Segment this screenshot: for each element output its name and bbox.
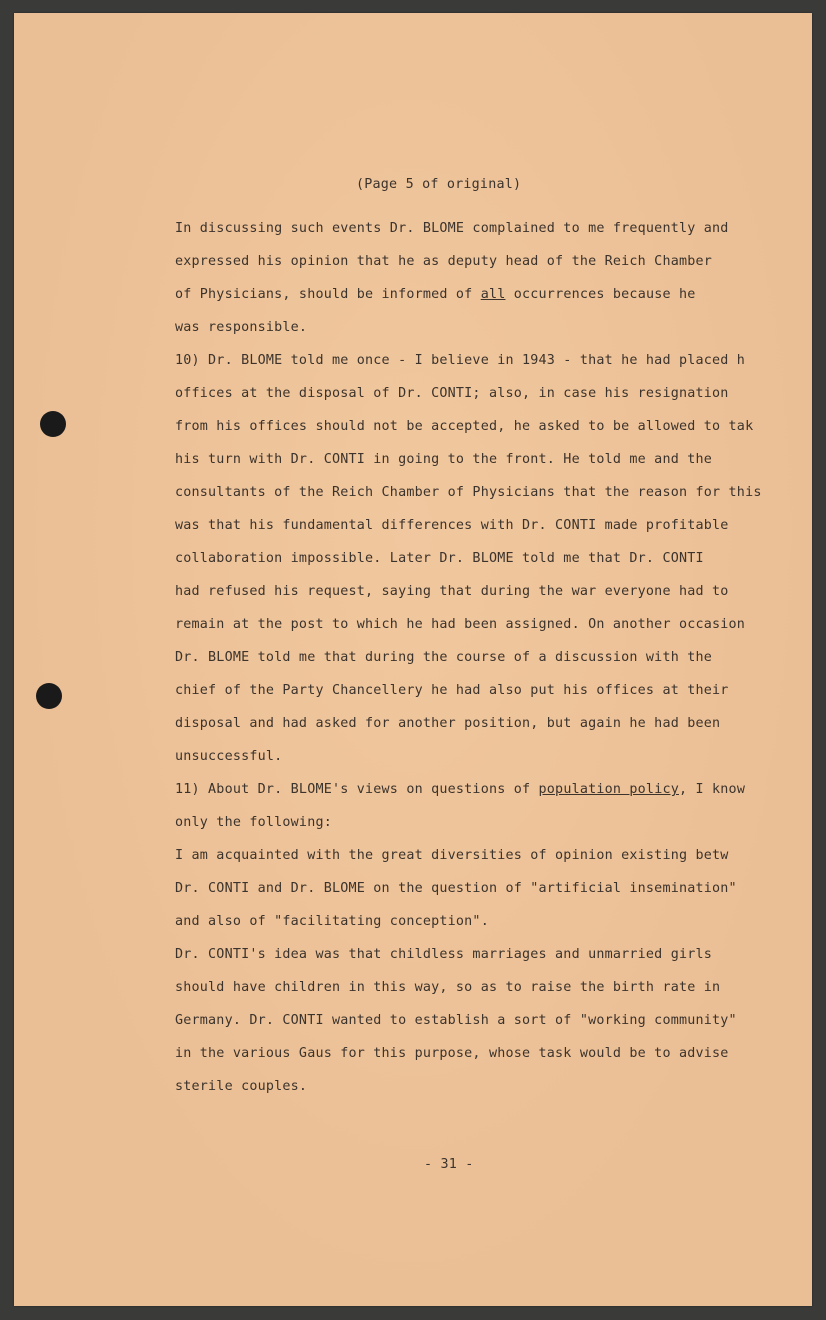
text-line: 10) Dr. BLOME told me once - I believe in 1943 - that he had placed h	[175, 353, 746, 368]
text-line: expressed his opinion that he as deputy head of the Reich Chamber	[175, 254, 713, 269]
text-line: and also of "facilitating conception".	[175, 914, 489, 929]
text-line: his turn with Dr. CONTI in going to the front. He told me and the	[175, 452, 713, 467]
text-line: was responsible.	[175, 320, 308, 335]
punch-hole	[36, 683, 62, 709]
text-line: In discussing such events Dr. BLOME complained to me frequently and	[175, 221, 729, 236]
text-line: disposal and had asked for another position, but again he had been	[175, 716, 721, 731]
text-line: Dr. CONTI's idea was that childless marriages and unmarried girls	[175, 947, 713, 962]
text-line: I am acquainted with the great diversities of opinion existing betw	[175, 848, 729, 863]
page-header: (Page 5 of original)	[356, 177, 522, 192]
text-line: remain at the post to which he had been assigned. On another occasion	[175, 617, 746, 632]
text-line: collaboration impossible. Later Dr. BLOME told me that Dr. CONTI	[175, 551, 704, 566]
text-line: unsuccessful.	[175, 749, 283, 764]
text-line: Dr. CONTI and Dr. BLOME on the question of "artificial insemination"	[175, 881, 737, 896]
text-line: consultants of the Reich Chamber of Physicians that the reason for this	[175, 485, 762, 500]
text-line: was that his fundamental differences with Dr. CONTI made profitable	[175, 518, 729, 533]
text-line: of Physicians, should be informed of all occurrences because he	[175, 287, 696, 302]
punch-hole	[40, 411, 66, 437]
text-line: only the following:	[175, 815, 332, 830]
text-line: had refused his request, saying that during the war everyone had to	[175, 584, 729, 599]
text-line: sterile couples.	[175, 1079, 308, 1094]
text-line: Germany. Dr. CONTI wanted to establish a sort of "working community"	[175, 1013, 737, 1028]
page-number: - 31 -	[424, 1157, 474, 1172]
text-line: offices at the disposal of Dr. CONTI; also, in case his resignation	[175, 386, 729, 401]
text-line: 11) About Dr. BLOME's views on questions of population policy, I know	[175, 782, 746, 797]
text-line: in the various Gaus for this purpose, whose task would be to advise	[175, 1046, 729, 1061]
document-page	[14, 13, 812, 1306]
text-line: should have children in this way, so as to raise the birth rate in	[175, 980, 721, 995]
text-line: chief of the Party Chancellery he had also put his offices at their	[175, 683, 729, 698]
text-line: Dr. BLOME told me that during the course of a discussion with the	[175, 650, 713, 665]
text-line: from his offices should not be accepted, he asked to be allowed to tak	[175, 419, 754, 434]
